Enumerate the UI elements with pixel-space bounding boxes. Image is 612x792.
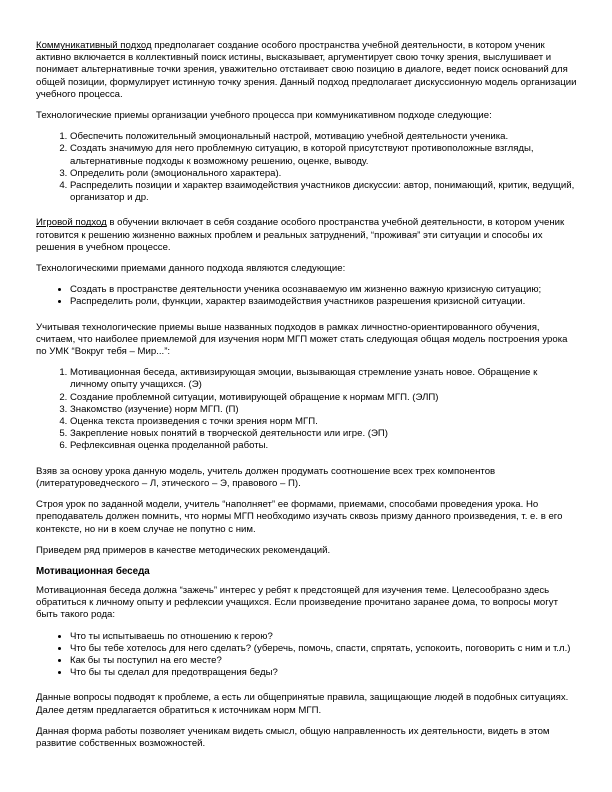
list-item: 2. Создать значимую для него проблемную ситуацию, в которой присутствуют противоположные взгляды, альтернативные подходы к возможному решению, оценке, выводу.: [70, 143, 578, 167]
list-item: 3. Знакомство (изучение) норм МГП. (П): [70, 404, 578, 416]
list-communicative-techniques: [36, 131, 578, 204]
list-item: 1. Мотивационная беседа, активизирующая эмоции, вызывающая стремление узнать новое. Обращение к личному опыту учащихся. (Э): [70, 367, 578, 391]
paragraph-motivational-talk: Мотивационная беседа должна “зажечь” интерес у ребят к предстоящей для изучения теме. Целесообразно здесь обратиться к личному опыту и рефлексии учащихся. Если произведение прочитано заранее дома, то вопросы могут быть такого рода:: [36, 584, 558, 621]
list-item: • Что бы тебе хотелось для него сделать? (уберечь, помочь, спасти, спрятать, успокоить, поговорить с ним и т.л.): [70, 643, 578, 655]
list-item: 4. Оценка текста произведения с точки зрения норм МГП.: [70, 416, 578, 428]
paragraph-teacher-fills: Строя урок по заданной модели, учитель “наполняет” ее формами, приемами, способами проведения урока. Но преподаватель должен помнить, что нормы МГП необходимо изучать сквозь призму данного произведения, т. е. в его контексте, но ни в коем случае не попутно с ним.: [36, 499, 563, 535]
list-item: 1. Обеспечить положительный эмоциональный настрой, мотивацию учебной деятельности ученика.: [70, 131, 578, 143]
list-item: 6. Рефлексивная оценка проделанной работы.: [70, 440, 578, 452]
paragraph-lesson-model: Учитывая технологические приемы выше названных подходов в рамках личностно-ориентированного обучения, считаем, что наиболее приемлемой для изучения норм МГП может стать следующая общая модель построения урока по УМК “Вокруг тебя – Мир...”:: [36, 321, 568, 358]
list-item: 5. Закрепление новых понятий в творческой деятельности или игре. (ЭП): [70, 428, 578, 440]
list-item: • Как бы ты поступил на его месте?: [70, 655, 578, 667]
list-lesson-model: [36, 367, 578, 452]
section-heading: Мотивационная беседа: [36, 565, 150, 577]
paragraph-form-of-work: Данная форма работы позволяет ученикам видеть смысл, общую направленность их деятельности, видеть в этом развитие собственных возможностей.: [36, 725, 550, 749]
paragraph-communicative-approach: Коммуникативный подход предполагает создание особого пространства учебной деятельности, в котором ученик активно включается в коллективный поиск истины, высказывает, аргументирует свою точку зрения, выслушивает и понимает альтернативные точки зрения, уважительно отстаивает свою позицию в диалоге, ведет поиск оснований для общей позиции, формулирует истинную точку зрения. Данный подход предполагает дискуссионную модель организации учебного процесса.: [36, 40, 577, 100]
list-item: 4. Распределить позиции и характер взаимодействия участников дискуссии: автор, понимающий, критик, ведущий, организатор и др.: [70, 180, 578, 204]
paragraph-game-approach: Игровой подход в обучении включает в себя создание особого пространства учебной деятельности, в котором ученик готовится к решению жизненно важных проблем и реальных затруднений, “проживая” эти ситуации и способы их решения в учебном процессе.: [36, 217, 565, 253]
list-game-techniques: [36, 284, 578, 308]
paragraph-game-techniques: Технологическими приемами данного подхода являются следующие:: [36, 263, 346, 275]
list-item: • Что ты испытываешь по отношению к герою?: [70, 631, 578, 643]
list-questions: [36, 631, 578, 680]
paragraph-questions-lead: Данные вопросы подводят к проблеме, а есть ли общепринятые правила, защищающие людей в подобных ситуациях. Далее детям предлагается обратиться к источникам норм МГП.: [36, 692, 569, 716]
document-page: [36, 40, 578, 759]
list-item: 3. Определить роли (эмоционального характера).: [70, 168, 578, 180]
list-item: • Создать в пространстве деятельности ученика осознаваемую им жизненно важную кризисную ситуацию;: [70, 284, 578, 296]
term-communicative-approach: Коммуникативный подход: [36, 40, 152, 51]
paragraph-examples: Приведем ряд примеров в качестве методических рекомендаций.: [36, 544, 331, 556]
paragraph-components: Взяв за основу урока данную модель, учитель должен продумать соотношение всех трех компонентов (литературоведческого – Л, этического – Э, правового – П).: [36, 465, 496, 489]
list-item: 2. Создание проблемной ситуации, мотивирующей обращение к нормам МГП. (ЭЛП): [70, 392, 578, 404]
list-item: • Что бы ты сделал для предотвращения беды?: [70, 667, 578, 679]
list-item: • Распределить роли, функции, характер взаимодействия участников разрешения кризисной ситуации.: [70, 296, 578, 308]
term-game-approach: Игровой подход: [36, 217, 107, 229]
paragraph-communicative-techniques: Технологические приемы организации учебного процесса при коммуникативном подходе следующие:: [36, 110, 492, 122]
